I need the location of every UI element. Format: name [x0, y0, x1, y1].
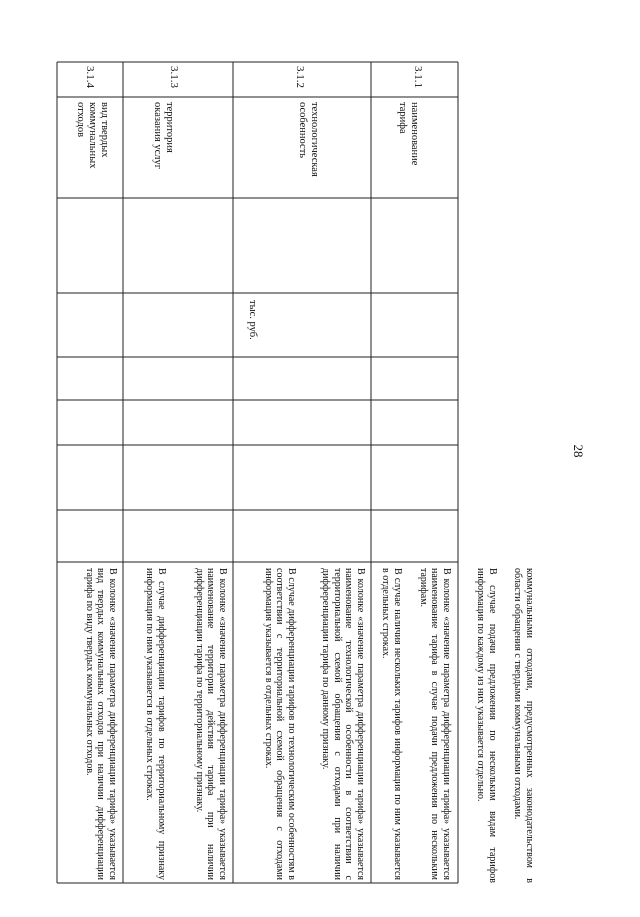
row-number: 3.1.4	[84, 66, 96, 88]
row-description-2: В случае наличия нескольких тарифов информация по ним указывается в отдельных строках.	[380, 568, 403, 880]
continuation-paragraph-1: коммунальными отходами, предусмотренных законодательством в области обращения с твердыми коммунальными отходами.	[512, 568, 535, 883]
page-number: 28	[571, 444, 586, 458]
unit-label: тыс. руб.	[247, 300, 258, 340]
row-description-2: В случае дифференциации тарифов по технологическим особенностям в соответствии с территориальной схемой обращения с отходами информация указывается в отдельных строках.	[263, 568, 297, 880]
row-name: вид твердых коммунальных отходов	[75, 102, 110, 169]
row-description-1: В колонке «значение параметра дифференциации тарифа» указывается наименование технологической особенности в соответствии с территориальной схемой обращения с отходами при наличии дифференциации тарифа по данному признаку.	[320, 568, 366, 880]
row-description-1: В колонке «значение параметра дифференциации тарифа» указывается наименование территории действия тарифа при наличии дифференциации тарифа по территориальному признаку.	[194, 568, 228, 880]
row-description-1: В колонке «значение параметра дифференциации тарифа» указывается наименование тарифа в случае подачи предложения по нескольким тарифам.	[418, 568, 452, 880]
continuation-paragraph-2: В случае подачи предложения по нескольким видам тарифов информация по каждому из них указывается отдельно.	[475, 568, 498, 883]
row-name: технологическая особенность	[297, 102, 320, 177]
row-name: наименование тарифа	[397, 102, 420, 166]
row-number: 3.1.2	[294, 66, 306, 88]
row-description-1: В колонке «значение параметра дифференциации тарифа» указывается вид твердых коммунальных отходов при наличии дифференциации тарифа по виду твердых коммунальных отходов.	[84, 568, 118, 880]
row-name: территория оказания услуг	[152, 102, 175, 170]
row-number: 3.1.3	[168, 66, 180, 88]
row-number: 3.1.1	[412, 66, 424, 88]
row-description-2: В случае дифференциации тарифов по территориальному признаку информация по ним указывается в отдельных строках.	[144, 568, 167, 880]
